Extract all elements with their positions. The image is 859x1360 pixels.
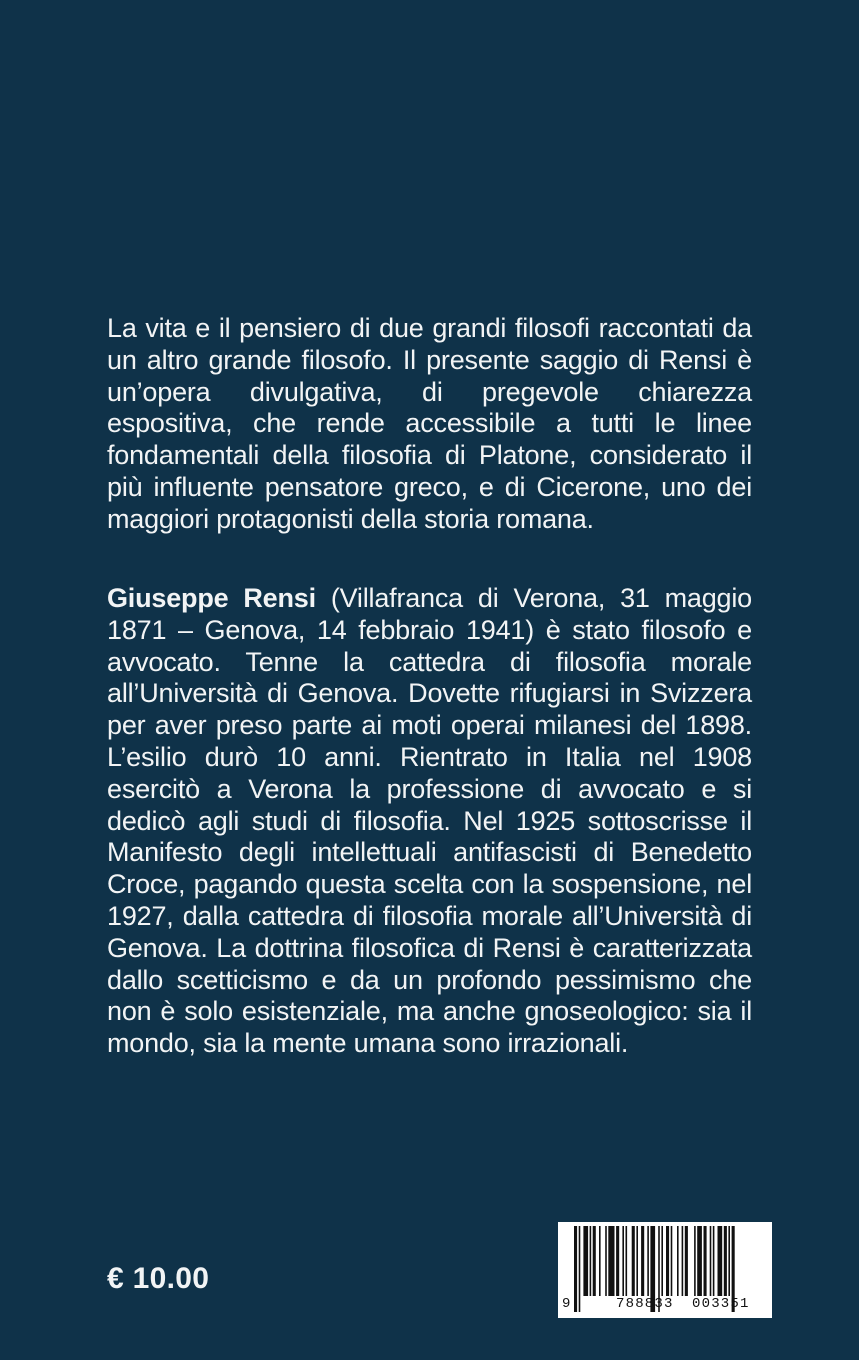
barcode-bar — [724, 1226, 727, 1296]
barcode-bar — [632, 1226, 635, 1296]
author-bio-paragraph — [107, 583, 752, 1060]
barcode-bar — [599, 1226, 601, 1296]
barcode-bar — [636, 1226, 638, 1296]
price-label: € 10.00 — [107, 1262, 210, 1295]
barcode-bar — [583, 1226, 588, 1296]
barcode-bar — [685, 1226, 688, 1296]
blurb-text: La vita e il pensiero di due grandi filosofi raccontati da un altro grande filosofo. Il presente saggio di Rensi è un’opera divulgativa, di pregevole chiarezza espositiva, che rende accessibile a tutti le linee fondamentali della filosofia di Platone, considerato il più influente pensatore greco, e di Cicerone, uno dei maggiori protagonisti della storia romana. — [107, 313, 752, 534]
barcode-bar — [608, 1226, 614, 1296]
isbn-barcode — [558, 1222, 772, 1318]
barcode-bar — [622, 1226, 624, 1296]
barcode-bar — [647, 1226, 649, 1296]
barcode-right-digits: 003351 — [692, 1296, 750, 1312]
barcode-bar — [682, 1226, 684, 1296]
barcode-bar — [718, 1226, 723, 1296]
author-bio-text: (Villafranca di Verona, 31 maggio 1871 – Genova, 14 febbraio 1941) è stato filosofo e avvocato. Tenne la cattedra di filosofia morale all’Università di Genova. Dovette rifugiarsi in Svizzera per aver preso parte ai moti operai milanesi del 1898. L’esilio durò 10 anni. Rientrato in Italia nel 1908 esercitò a Verona la professione di avvocato e si dedicò agli studi di filosofia. Nel 1925 sottoscrisse il Manifesto degli intellettuali antifascisti di Benedetto Croce, pagando questa scelta con la sospensione, nel 1927, dalla cattedra di filosofia morale all’Università di Genova. La dottrina filosofica di Rensi è caratterizzata dallo scetticismo e da un profondo pessimismo che non è solo esistenziale, ma anche gnoseologico: sia il mondo, sia la mente umana sono irrazionali. — [107, 583, 752, 1059]
barcode-bar — [579, 1226, 581, 1312]
barcode-bar — [661, 1226, 663, 1296]
barcode-left-digits: 788833 — [616, 1296, 674, 1312]
barcode-bar — [677, 1226, 679, 1296]
barcode-bar — [590, 1226, 592, 1296]
author-name: Giuseppe Rensi — [107, 583, 316, 613]
blurb-paragraph — [107, 313, 752, 536]
barcode-bar — [728, 1226, 730, 1296]
barcode-bar — [697, 1226, 702, 1296]
barcode-bar — [574, 1226, 577, 1312]
barcode-bar — [704, 1226, 707, 1296]
barcode-bar — [694, 1226, 696, 1296]
barcode-bar — [671, 1226, 673, 1296]
barcode-bar — [605, 1226, 607, 1296]
barcode-bar — [593, 1226, 596, 1296]
barcode-lead-digit: 9 — [562, 1296, 572, 1312]
barcode-bar — [666, 1226, 669, 1296]
barcode-bar — [626, 1226, 628, 1296]
barcode-bar — [641, 1226, 644, 1296]
barcode-bar — [713, 1226, 715, 1296]
barcode-bar — [710, 1226, 712, 1296]
barcode-bar — [616, 1226, 619, 1296]
